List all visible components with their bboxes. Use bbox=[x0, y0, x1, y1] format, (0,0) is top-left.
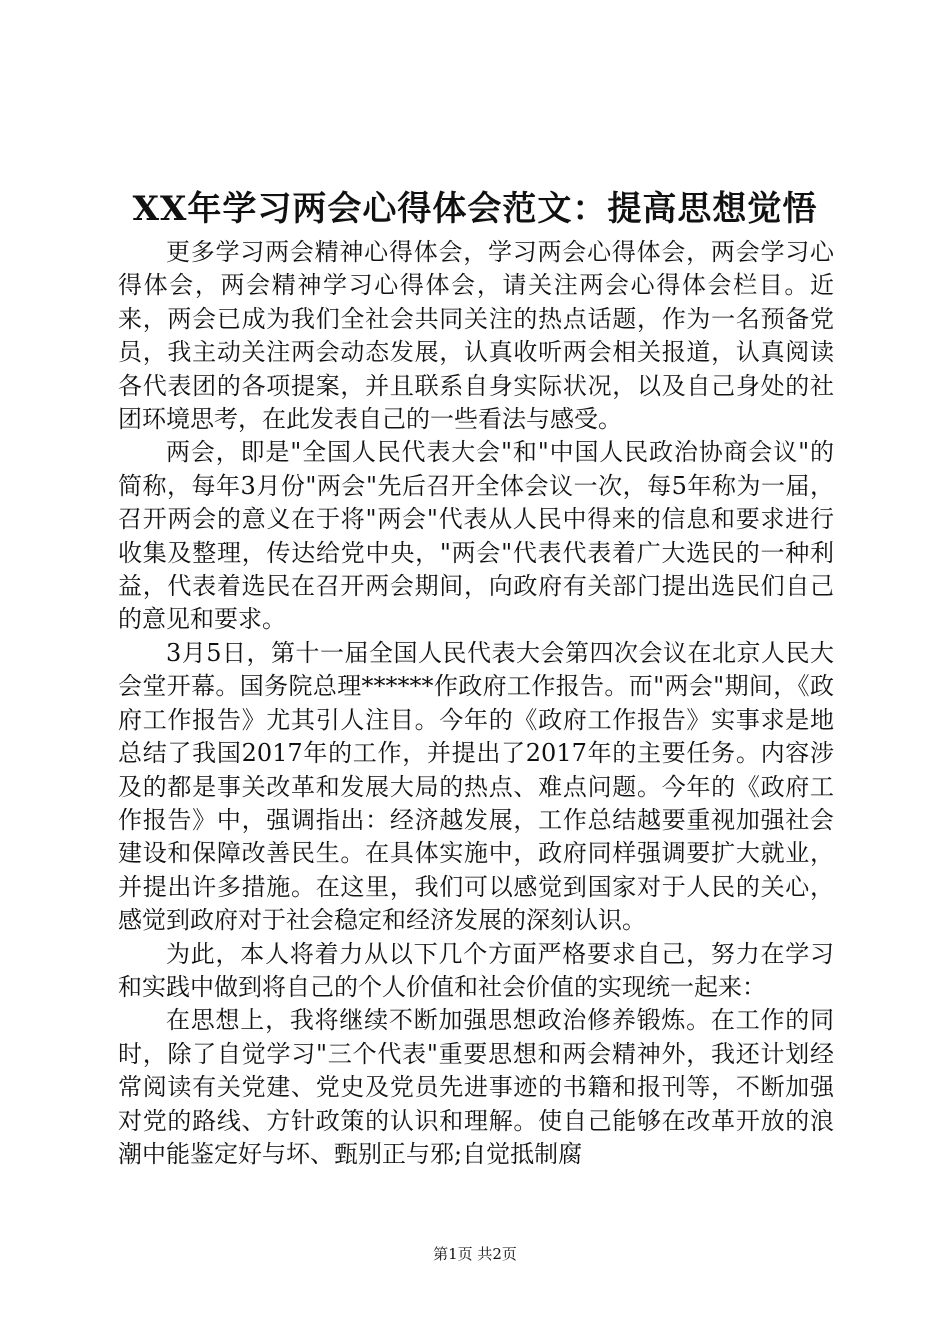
paragraph-4: 为此，本人将着力从以下几个方面严格要求自己，努力在学习和实践中做到将自己的个人价值和社会价值的实现统一起来： bbox=[118, 939, 834, 1001]
page-number-footer: 第1页 共2页 bbox=[433, 1245, 517, 1263]
paragraph-3: 3月5日，第十一届全国人民代表大会第四次会议在北京人民大会堂开幕。国务院总理******作政府工作报告。而"两会"期间，《政府工作报告》尤其引人注目。今年的《政府工作报告》实事求是地总结了我国2017年的工作，并提出了2017年的主要任务。内容涉及的都是事关改革和发展大局的热点、难点问题。今年的《政府工作报告》中，强调指出：经济越发展，工作总结越要重视加强社会建设和保障改善民生。在具体实施中，政府同样强调要扩大就业，并提出许多措施。在这里，我们可以感觉到国家对于人民的关心，感觉到政府对于社会稳定和经济发展的深刻认识。 bbox=[118, 638, 834, 935]
document-title: XX年学习两会心得体会范文：提高思想觉悟 bbox=[132, 189, 818, 229]
paragraph-2: 两会，即是"全国人民代表大会"和"中国人民政治协商会议"的简称，每年3月份"两会"先后召开全体会议一次，每5年称为一届，召开两会的意义在于将"两会"代表从人民中得来的信息和要求进行收集及整理，传达给党中央，"两会"代表代表着广大选民的一种利益，代表着选民在召开两会期间，向政府有关部门提出选民们自己的意见和要求。 bbox=[118, 438, 834, 634]
document-body bbox=[118, 236, 834, 1171]
paragraph-1: 更多学习两会精神心得体会，学习两会心得体会，两会学习心得体会，两会精神学习心得体会，请关注两会心得体会栏目。近来，两会已成为我们全社会共同关注的热点话题，作为一名预备党员，我主动关注两会动态发展，认真收听两会相关报道，认真阅读各代表团的各项提案，并且联系自身实际状况，以及自己身处的社团环境思考，在此发表自己的一些看法与感受。 bbox=[118, 238, 834, 434]
paragraph-5: 在思想上，我将继续不断加强思想政治修养锻炼。在工作的同时，除了自觉学习"三个代表"重要思想和两会精神外，我还计划经常阅读有关党建、党史及党员先进事迹的书籍和报刊等，不断加强对党的路线、方针政策的认识和理解。使自己能够在改革开放的浪潮中能鉴定好与坏、甄别正与邪;自觉抵制腐 bbox=[118, 1006, 834, 1168]
